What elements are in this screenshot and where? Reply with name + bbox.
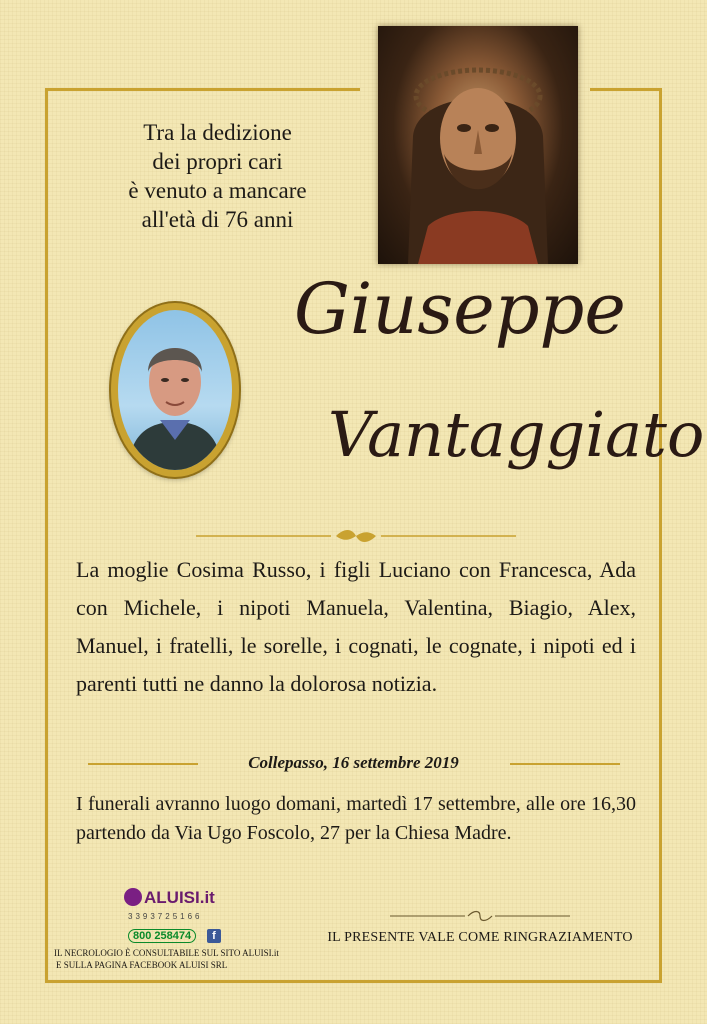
frame-bottom — [45, 980, 662, 983]
deceased-first-name: Giuseppe — [294, 268, 626, 350]
deceased-photo — [118, 310, 232, 470]
agency-footnote — [54, 947, 310, 971]
agency-brand: ALUISI.it — [144, 888, 215, 907]
person-portrait-icon — [118, 310, 232, 470]
thanks-line: IL PRESENTE VALE COME RINGRAZIAMENTO — [327, 930, 633, 945]
footnote-line: E SULLA PAGINA FACEBOOK ALUISI SRL — [56, 960, 228, 970]
facebook-icon: f — [207, 929, 221, 943]
intro-line: è venuto a mancare — [128, 178, 307, 203]
intro-line: Tra la dedizione — [143, 120, 292, 145]
footnote-line: IL NECROLOGIO È CONSULTABILE SUL SITO ALUISI.it — [54, 948, 279, 958]
deceased-photo-frame — [111, 303, 239, 477]
agency-toll-free: 800 258474 — [128, 929, 196, 943]
frame-right — [659, 88, 662, 983]
intro-line: all'età di 76 anni — [141, 207, 294, 232]
frame-top-left — [45, 88, 360, 91]
funeral-text: I funerali avranno luogo domani, martedì 17 settembre, alle ore 16,30 partendo da Via Ugo Foscolo, 27 per la Chiesa Madre. — [76, 793, 636, 844]
frame-top-right — [590, 88, 662, 91]
place-date: Collepasso, 16 settembre 2019 — [248, 753, 459, 772]
intro-text — [90, 118, 345, 234]
intro-line: dei propri cari — [152, 149, 283, 174]
christ-portrait-icon — [378, 26, 578, 264]
ornament-divider-icon — [196, 527, 516, 545]
agency-logo — [124, 888, 215, 908]
frame-left — [45, 88, 48, 983]
agency-phone: 3393725166 — [128, 912, 203, 921]
brand-logo-icon — [124, 888, 142, 906]
religious-image — [378, 26, 578, 264]
divider-right — [510, 763, 620, 765]
deceased-last-name: Vantaggiato — [328, 398, 705, 471]
thanks-ornament-icon — [390, 910, 570, 922]
notice-text: La moglie Cosima Russo, i figli Luciano con Francesca, Ada con Michele, i nipoti Manuela, Valentina, Biagio, Alex, Manuel, i fratelli, le sorelle, i cognati, le cognate, i nipoti ed i parenti tutti ne danno la dolorosa notizia. — [76, 557, 636, 696]
